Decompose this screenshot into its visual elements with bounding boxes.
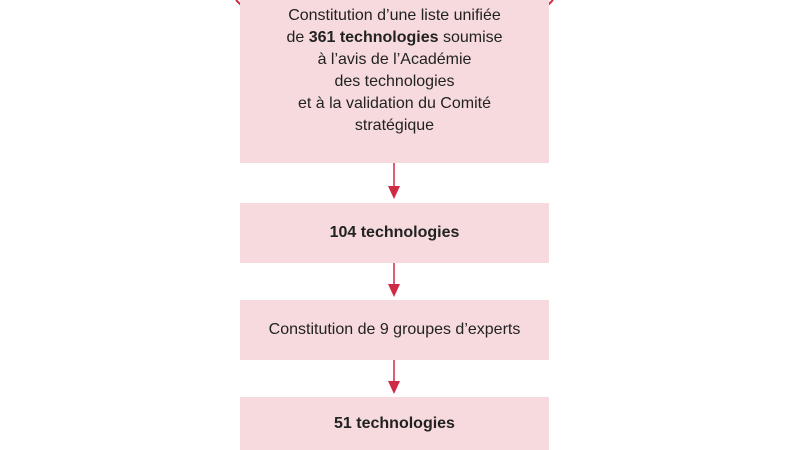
step-box-104-technologies — [240, 203, 549, 263]
box1-line-1: Constitution d’une liste unifiée — [288, 7, 501, 24]
box1-line-5: et à la validation du Comité — [297, 95, 491, 112]
box1-line-6: stratégique — [354, 117, 435, 134]
arrow-3-to-4 — [388, 360, 400, 394]
arrow-1-to-2 — [388, 163, 400, 199]
box1-line-2: de 361 technologies soumise — [286, 29, 503, 46]
step-box-unified-list — [240, 0, 549, 163]
step-box-unified-list-text — [286, 5, 502, 137]
step-box-51-technologies-label: 51 technologies — [334, 414, 455, 432]
step-box-51-technologies — [240, 397, 549, 450]
box1-line-4: des technologies — [334, 73, 455, 90]
step-box-expert-groups-label: Constitution de 9 groupes d’experts — [268, 321, 521, 338]
step-box-expert-groups — [240, 300, 549, 360]
highlight-361-technologies: 361 technologies — [308, 29, 439, 46]
arrow-2-to-3 — [388, 263, 400, 297]
step-box-104-technologies-label: 104 technologies — [329, 224, 460, 241]
box1-line-3: à l’avis de l’Académie — [317, 51, 472, 68]
